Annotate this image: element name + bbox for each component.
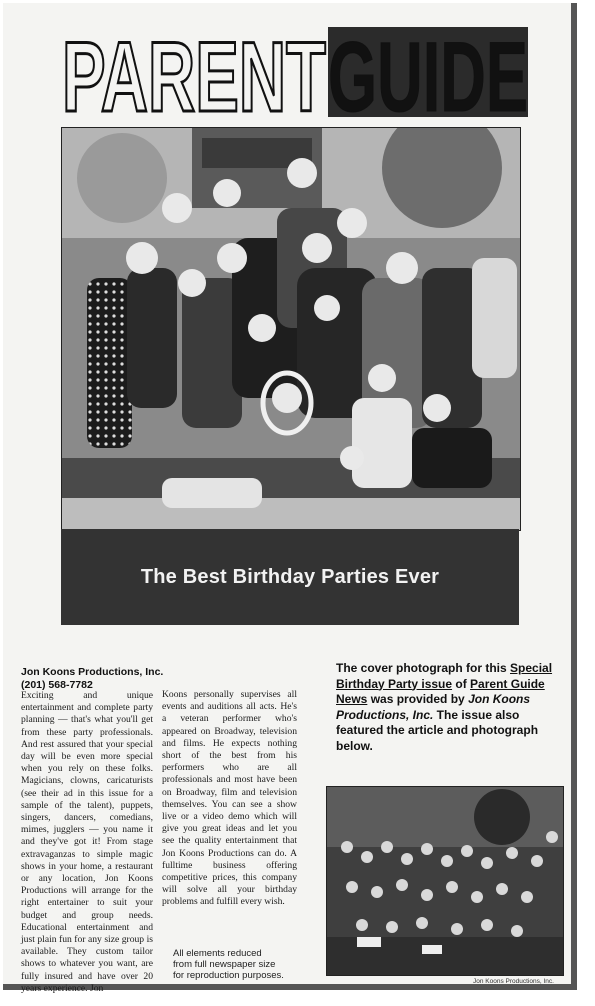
article-column-1: Exciting and unique entertainment and complete party planning — that's what you'll get from these party professionals. And rest assured that your special day will be even more special when you rely on these folks. Magicians, clowns, caricaturists (see their ad in this issue for a sample of the talent), puppets, singers, dancers, comedians, mimes, jugglers — you name it and they've got it! From stage extravaganzas to simple magic shows in your home, a restaurant or any location, Jon Koons Productions will arrange for the right entertainer to suit your budget and group needs. Educational entertainment and just plain fun for any size group is available. They custom tailor shows to whatever you want, are fully insured and have over 20 years experience. Jon — [21, 690, 153, 994]
note-text-3: was provided by — [367, 692, 469, 706]
article-photo — [326, 786, 564, 976]
note-text-1: The cover photograph for this — [336, 661, 511, 675]
reduction-note-line: All elements reduced — [173, 948, 262, 959]
photo-credit: Jon Koons Productions, Inc. — [473, 978, 554, 985]
note-publication-title: Parent Guide News — [336, 676, 545, 706]
group-of-clowns-photo-icon — [62, 128, 520, 530]
cover-photo — [61, 127, 521, 531]
reduction-note-line: for reproduction purposes. — [173, 970, 284, 981]
masthead-word-parent: PARENT — [62, 23, 326, 121]
reduction-note-line: from full newspaper size — [173, 959, 276, 970]
cover-caption-band — [61, 529, 519, 625]
newspaper-page — [3, 3, 577, 994]
reduction-note — [173, 948, 313, 981]
cover-caption: The Best Birthday Parties Ever — [140, 565, 440, 588]
article-column-2: Koons personally supervises all events and auditions all acts. He's a veteran performer who's appeared on Broadway, television and films. He expects nothing short of the best from his performers who are all professionals and most have been on Broadway, film and television themselves. You can see a show live or a video demo which will give you great ideas and let you see the quality entertainment that Jon Koons Productions can do. A fulltime business offering competitive prices, this company will solve all your birthday problems and fulfill every wish. — [162, 689, 297, 908]
note-issue-title: Special Birthday Party issue — [336, 661, 553, 691]
masthead — [60, 23, 530, 121]
article-header — [21, 666, 163, 692]
company-phone: (201) 568-7782 — [21, 679, 93, 691]
company-name: Jon Koons Productions, Inc. — [21, 666, 164, 678]
note-text-4: The issue also featured the article and photograph below. — [336, 707, 539, 753]
masthead-logo — [60, 23, 530, 121]
masthead-word-guide: GUIDE — [328, 23, 528, 121]
group-photo-icon — [327, 787, 563, 975]
note-company: Jon Koons Productions, Inc. — [336, 692, 531, 722]
note-text-2: of — [452, 676, 471, 691]
cover-note — [336, 661, 561, 754]
